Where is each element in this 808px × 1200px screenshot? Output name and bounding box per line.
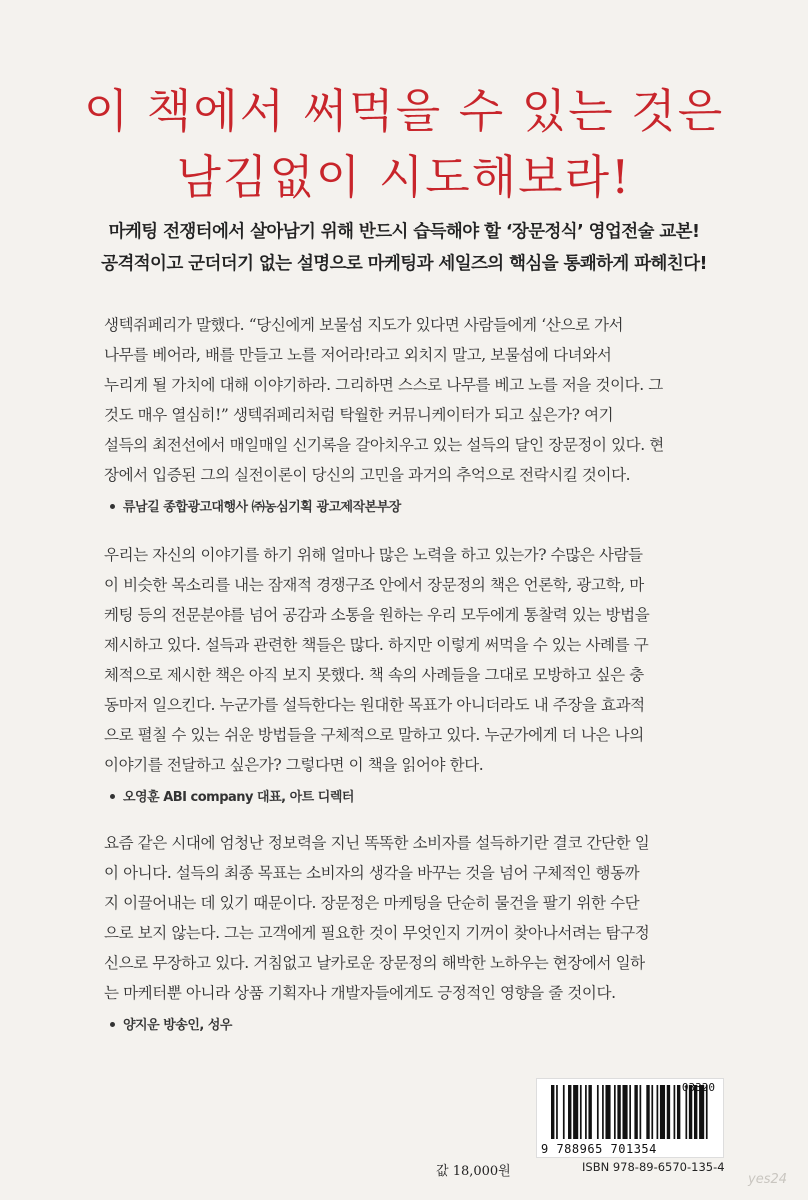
subheadline-line-2: 공격적이고 군더더기 없는 설명으로 마케팅과 세일즈의 핵심을 통쾌하게 파헤친다! [101, 254, 707, 274]
review-line: 생텍쥐페리가 말했다. “당신에게 보물섬 지도가 있다면 사람들에게 ‘산으로 가서 [104, 316, 624, 334]
review-line: 신으로 무장하고 있다. 거침없고 날카로운 장문정의 해박한 노하우는 현장에서 일하 [104, 954, 645, 972]
review-line: 는 마케터뿐 아니라 상품 기획자나 개발자들에게도 긍정적인 영향을 줄 것이다. [104, 984, 616, 1002]
review-3-author [104, 1014, 704, 1033]
review-2-author [104, 786, 704, 805]
review-1-author [104, 496, 704, 515]
review-line: 으로 펼칠 수 있는 쉬운 방법들을 구체적으로 말하고 있다. 누군가에게 더 나은 나의 [104, 726, 644, 744]
review-line: 요즘 같은 시대에 엄청난 정보력을 지닌 똑똑한 소비자를 설득하기란 결코 간단한 일 [104, 834, 650, 852]
review-author-name: 양지운 방송인, 성우 [123, 1018, 232, 1033]
bullet-icon [110, 504, 115, 509]
review-line: 우리는 자신의 이야기를 하기 위해 얼마나 많은 노력을 하고 있는가? 수많은 사람들 [104, 546, 643, 564]
review-2 [104, 540, 704, 805]
subheadline [0, 216, 808, 280]
review-line: 누리게 될 가치에 대해 이야기하라. 그리하면 스스로 나무를 베고 노를 저을 것이다. 그 [104, 376, 663, 394]
review-line: 이야기를 전달하고 싶은가? 그렇다면 이 책을 읽어야 한다. [104, 756, 484, 774]
review-line: 으로 보지 않는다. 그는 고객에게 필요한 것이 무엇인지 기꺼이 찾아나서려는 탐구정 [104, 924, 650, 942]
review-line: 체적으로 제시한 책은 아직 보지 못했다. 책 속의 사례들을 그대로 모방하고 싶은 충 [104, 666, 644, 684]
review-line: 이 비슷한 목소리를 내는 잠재적 경쟁구조 안에서 장문정의 책은 언론학, 광고학, 마 [104, 576, 644, 594]
review-line: 나무를 베어라, 배를 만들고 노를 저어라!라고 외치지 말고, 보물섬에 다녀와서 [104, 346, 612, 364]
review-2-text [104, 540, 704, 780]
review-line: 것도 매우 열심히!” 생텍쥐페리처럼 탁월한 커뮤니케이터가 되고 싶은가? 여기 [104, 406, 614, 424]
review-3-text [104, 828, 704, 1008]
review-line: 이 아니다. 설득의 최종 목표는 소비자의 생각을 바꾸는 것을 넘어 구체적인 행동까 [104, 864, 640, 882]
subheadline-line-1: 마케팅 전쟁터에서 살아남기 위해 반드시 습득해야 할 ‘장문정식’ 영업전술 교본! [108, 222, 700, 242]
review-1-text [104, 310, 704, 490]
bullet-icon [110, 1022, 115, 1027]
review-line: 장에서 입증된 그의 실전이론이 당신의 고민을 과거의 추억으로 전락시킬 것이다. [104, 466, 631, 484]
headline-line-1: 이 책에서 써먹을 수 있는 것은 [83, 84, 725, 138]
barcode [536, 1078, 724, 1158]
review-1 [104, 310, 704, 515]
review-3 [104, 828, 704, 1033]
review-line: 제시하고 있다. 설득과 관련한 책들은 많다. 하지만 이렇게 써먹을 수 있는 사례를 구 [104, 636, 649, 654]
watermark: yes24 [748, 1172, 788, 1187]
isbn: ISBN 978-89-6570-135-4 [582, 1160, 725, 1174]
review-author-name: 오영훈 ABI company 대표, 아트 디렉터 [123, 790, 354, 805]
review-line: 지 이끌어내는 데 있기 때문이다. 장문정은 마케팅을 단순히 물건을 팔기 위한 수단 [104, 894, 640, 912]
review-line: 설득의 최전선에서 매일매일 신기록을 갈아치우고 있는 설득의 달인 장문정이 있다. 현 [104, 436, 664, 454]
barcode-number: 9 788965 701354 [541, 1142, 657, 1156]
headline [0, 78, 808, 210]
review-author-name: 류남길 종합광고대행사 ㈜농심기획 광고제작본부장 [123, 500, 401, 515]
review-line: 케팅 등의 전문분야를 넘어 공감과 소통을 원하는 우리 모두에게 통찰력 있는 방법을 [104, 606, 650, 624]
bullet-icon [110, 794, 115, 799]
price: 값 18,000원 [436, 1164, 511, 1179]
headline-line-2: 남김없이 시도해보라! [176, 150, 632, 204]
barcode-add-on: 03320 [681, 1081, 715, 1094]
review-line: 동마저 일으킨다. 누군가를 설득한다는 원대한 목표가 아니더라도 내 주장을 효과적 [104, 696, 645, 714]
